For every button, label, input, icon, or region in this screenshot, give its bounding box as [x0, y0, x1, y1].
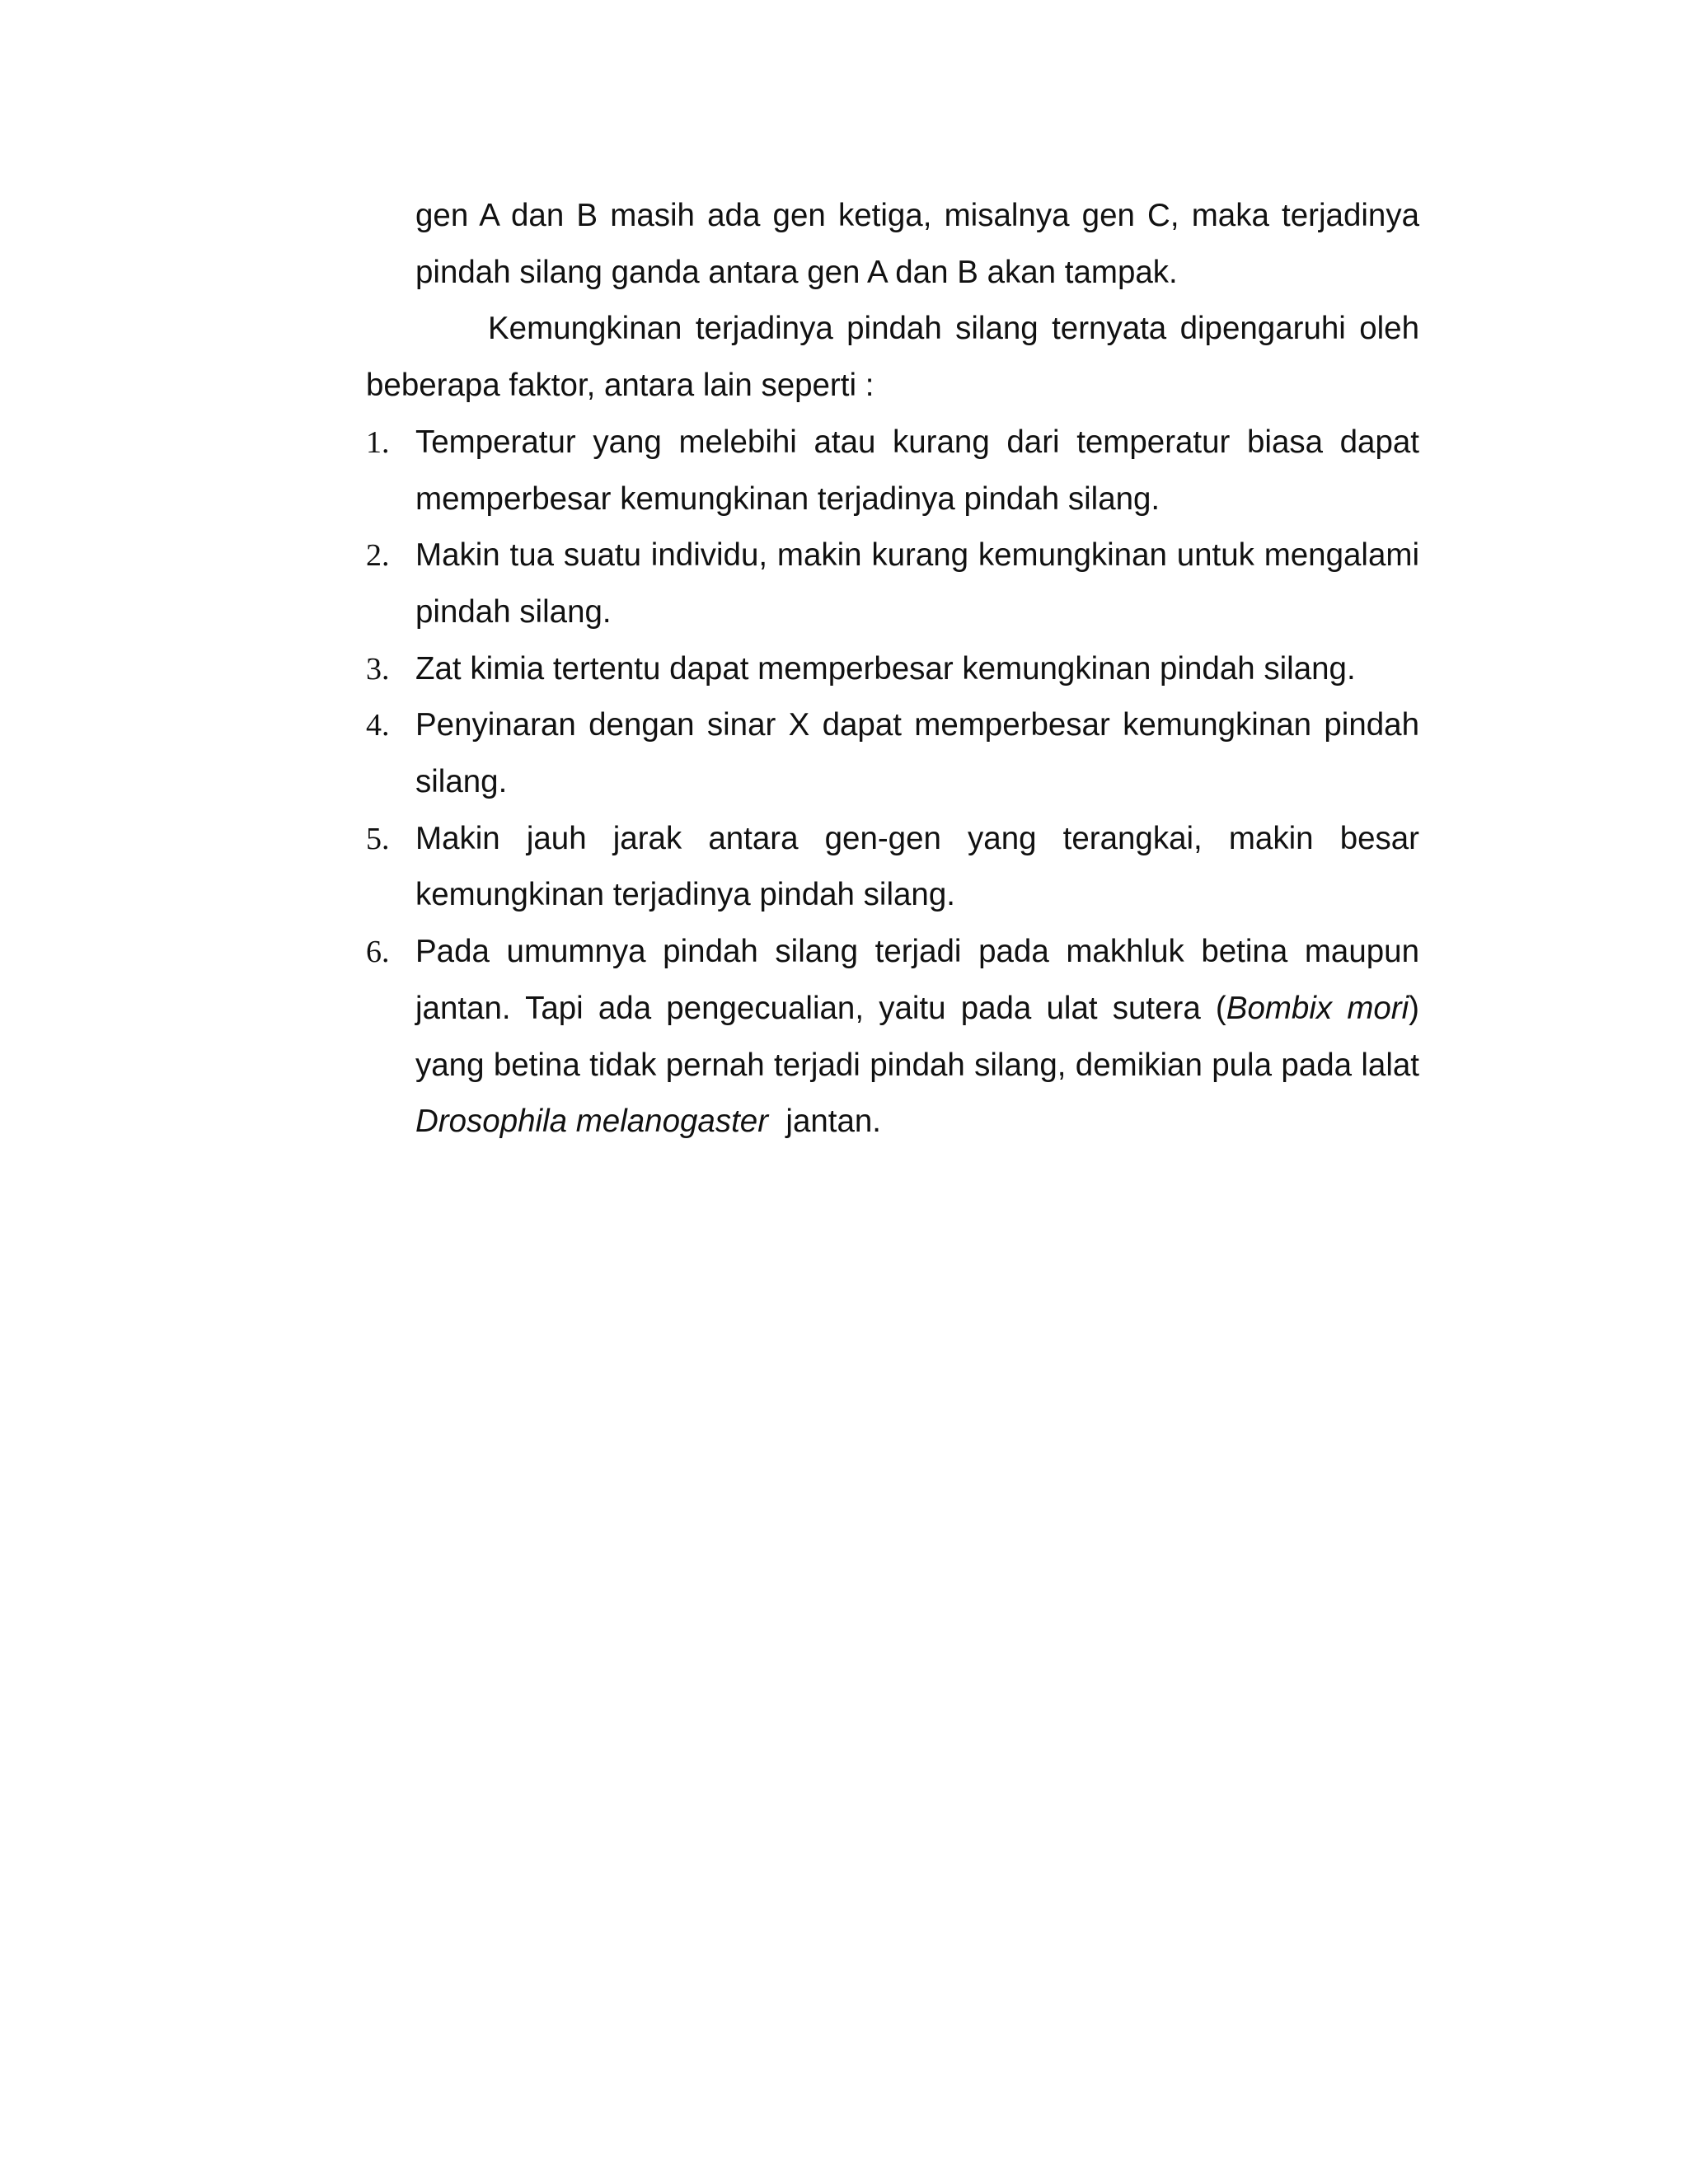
list-item: [366, 924, 1419, 1151]
document-body: [366, 188, 1419, 1151]
list-number: 5.: [366, 821, 390, 856]
list-number: 4.: [366, 708, 390, 743]
species-name: Drosophila melanogaster: [415, 1104, 769, 1140]
list-item: [366, 415, 1419, 527]
list-item: [366, 527, 1419, 640]
species-name: Bombix mori: [1226, 990, 1409, 1026]
item-text-part: Pada umumnya pindah silang terjadi pada makhluk betina maupun jantan. Tapi ada pengecualian, yaitu pada ulat sutera (: [415, 934, 1419, 1026]
list-number: 1.: [366, 424, 390, 460]
list-number: 2.: [366, 538, 390, 574]
item-text-part: ) yang betina tidak pernah terjadi pindah silang, demikian pula pada lalat: [415, 990, 1419, 1083]
list-item-text: Zat kimia tertentu dapat memperbesar kemungkinan pindah silang.: [415, 650, 1356, 687]
list-item-text: Makin tua suatu individu, makin kurang kemungkinan untuk mengalami pindah silang.: [415, 537, 1419, 630]
intro-paragraph: Kemungkinan terjadinya pindah silang ternyata dipengaruhi oleh beberapa faktor, antara lain seperti :: [366, 311, 1419, 404]
list-item-text: [415, 924, 1419, 1151]
continuation-paragraph: gen A dan B masih ada gen ketiga, misalnya gen C, maka terjadinya pindah silang ganda antara gen A dan B akan tampak.: [415, 198, 1419, 290]
item-text-part: jantan.: [768, 1104, 882, 1140]
list-item-text: Penyinaran dengan sinar X dapat memperbesar kemungkinan pindah silang.: [415, 707, 1419, 800]
list-item: [366, 811, 1419, 924]
list-number: 6.: [366, 935, 390, 970]
factor-list: [366, 415, 1419, 1151]
list-item: [366, 697, 1419, 810]
list-number: 3.: [366, 651, 390, 687]
list-item-text: Makin jauh jarak antara gen-gen yang terangkai, makin besar kemungkinan terjadinya pindah silang.: [415, 820, 1419, 913]
list-item: [366, 641, 1419, 698]
list-item-text: Temperatur yang melebihi atau kurang dari temperatur biasa dapat memperbesar kemungkinan terjadinya pindah silang.: [415, 424, 1419, 517]
